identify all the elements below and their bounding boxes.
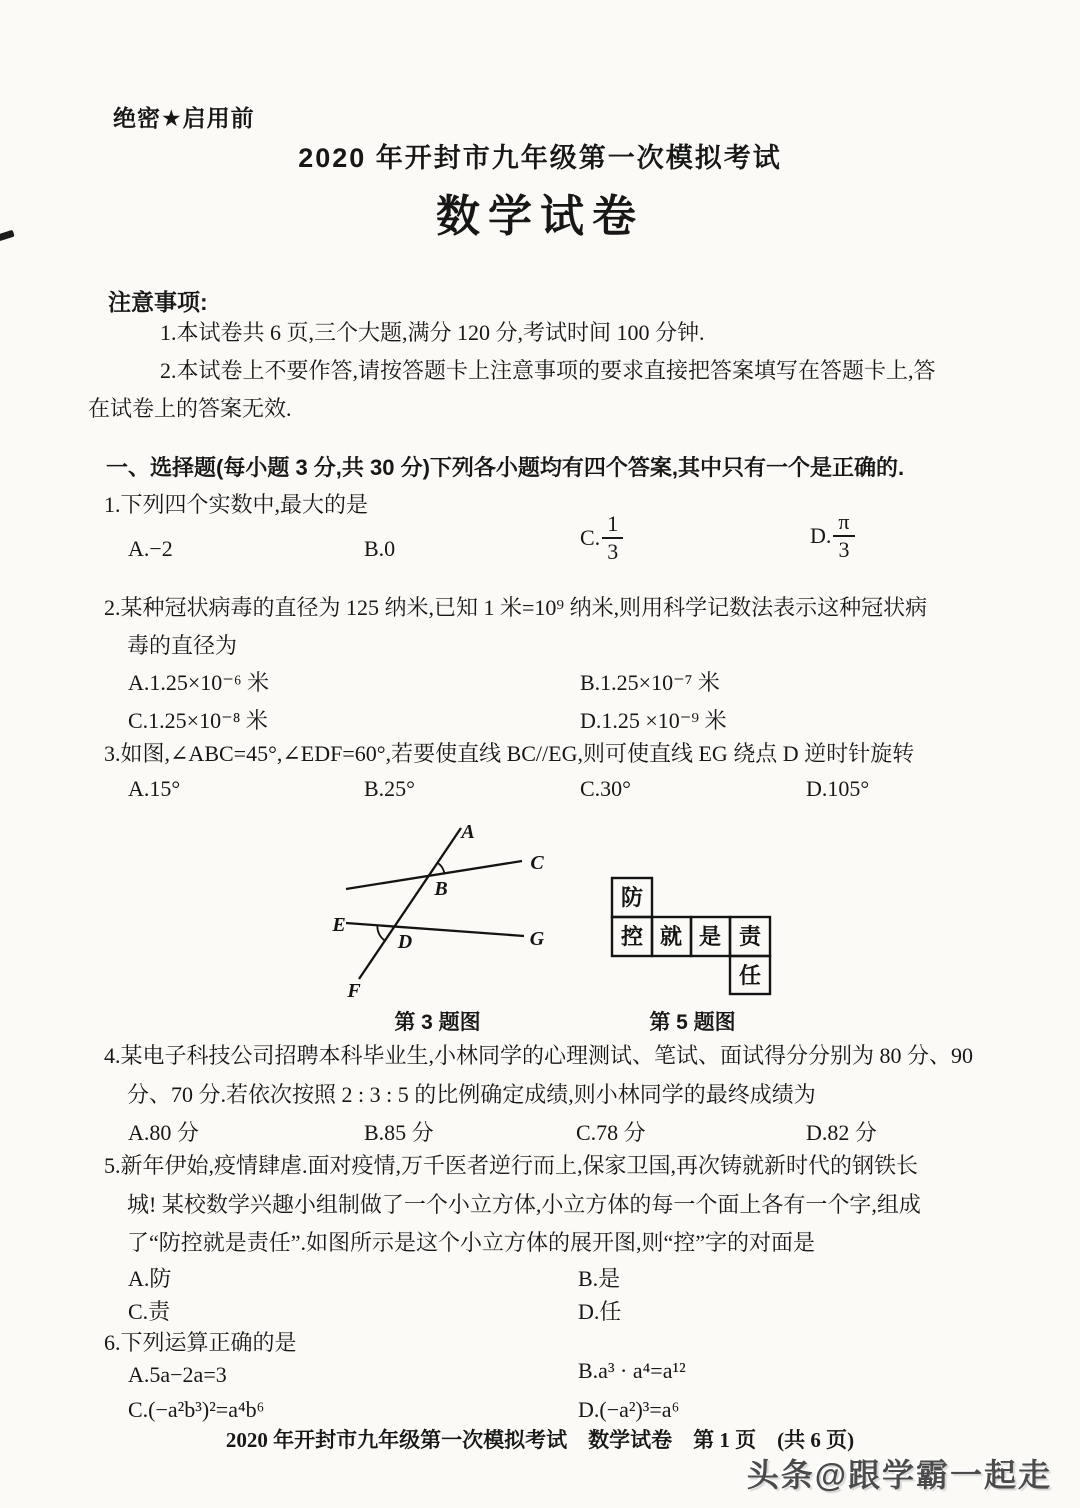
classification-banner: 绝密★启用前 [113,105,255,131]
point-label-b: B [434,878,448,900]
point-label-f: F [347,980,361,1002]
question-1-option-a: A.−2 [128,536,173,561]
question-3-option-d: D.105° [806,776,870,801]
line-e-g [346,923,524,936]
exam-title: 2020 年开封市九年级第一次模拟考试 [298,143,782,173]
net-char-kong: 控 [620,924,644,949]
question-3-option-c: C.30° [580,776,631,801]
question-2-option-c: C.1.25×10⁻⁸ 米 [128,708,268,733]
notice-item-1: 1.本试卷共 6 页,三个大题,满分 120 分,考试时间 100 分钟. [160,320,705,345]
question-4-option-b: B.85 分 [364,1120,434,1145]
question-5-stem-line-3: 了“防控就是责任”.如图所示是这个小立方体的展开图,则“控”字的对面是 [127,1230,816,1255]
option-c-label: C. [580,524,601,550]
net-char-jiu: 就 [659,924,683,949]
question-1-stem: 1.下列四个实数中,最大的是 [104,492,369,517]
fraction-numerator: 1 [602,512,623,539]
question-2-stem-line-1: 2.某种冠状病毒的直径为 125 纳米,已知 1 米=10⁹ 纳米,则用科学记数法表示这种冠状病 [104,595,928,620]
fraction-denominator: 3 [607,538,619,564]
angle-arc-d [377,925,385,940]
paper-title: 数学试卷 [436,192,644,241]
notice-item-2-line-2: 在试卷上的答案无效. [88,396,292,421]
question-6-stem: 6.下列运算正确的是 [104,1330,297,1355]
question-3-option-b: B.25° [364,776,415,801]
question-5-option-b: B.是 [578,1266,621,1291]
question-4-stem-line-2: 分、70 分.若依次按照 2 : 3 : 5 的比例确定成绩,则小林同学的最终成绩为 [127,1082,816,1107]
angle-arc-b [438,863,445,874]
question-4-stem-line-1: 4.某电子科技公司招聘本科毕业生,小林同学的心理测试、笔试、面试得分分别为 80 分、90 [104,1043,974,1068]
question-3-option-a: A.15° [128,776,181,801]
question-1-option-d [810,510,855,562]
point-label-d: D [397,931,413,953]
question-2-option-b: B.1.25×10⁻⁷ 米 [580,670,720,695]
page-footer: 2020 年开封市九年级第一次模拟考试 数学试卷 第 1 页 (共 6 页) [225,1428,855,1452]
notice-heading: 注意事项: [108,289,208,315]
question-6-option-c: C.(−a²b³)²=a⁴b⁶ [128,1397,265,1422]
line-f-a [359,828,461,979]
question-3-stem: 3.如图,∠ABC=45°,∠EDF=60°,若要使直线 BC//EG,则可使直线 EG 绕点 D 逆时针旋转 [104,741,915,766]
net-char-fang: 防 [620,885,644,910]
question-6-option-b: B.a³ · a⁴=a¹² [578,1358,686,1383]
question-2-option-a: A.1.25×10⁻⁶ 米 [128,670,270,695]
question-5-option-d: D.任 [578,1299,622,1324]
figure-3-caption: 第 3 题图 [394,1011,481,1034]
net-char-ze: 责 [738,924,762,949]
question-4-option-d: D.82 分 [806,1120,877,1145]
question-5-stem-line-2: 城! 某校数学兴趣小组制做了一个小立方体,小立方体的每一个面上各有一个字,组成 [127,1192,921,1217]
question-1-option-b: B.0 [364,536,396,561]
question-4-option-a: A.80 分 [128,1120,199,1145]
question-4-option-c: C.78 分 [576,1120,646,1145]
point-label-a: A [461,821,475,843]
point-label-g: G [529,928,545,950]
point-label-c: C [530,852,544,874]
question-6-option-d: D.(−a²)³=a⁶ [578,1397,680,1422]
question-5-figure-cube-net [600,870,778,1000]
figure-5-caption: 第 5 题图 [649,1011,736,1034]
option-d-label: D. [810,522,832,548]
notice-item-2-line-1: 2.本试卷上不要作答,请按答题卡上注意事项的要求直接把答案填写在答题卡上,答 [160,358,936,383]
question-3-figure [325,800,575,1005]
question-2-stem-line-2: 毒的直径为 [127,633,238,658]
net-char-shi: 是 [698,924,722,949]
net-char-ren: 任 [738,963,762,988]
question-5-option-c: C.责 [128,1299,171,1324]
fraction-numerator: π [833,510,854,537]
question-2-option-d: D.1.25 ×10⁻⁹ 米 [580,708,727,733]
fraction-one-third [602,512,623,564]
fraction-denominator: 3 [838,536,850,562]
point-label-e: E [332,914,346,936]
question-1-option-c [580,512,623,564]
question-6-option-a: A.5a−2a=3 [128,1362,227,1387]
watermark-text: 头条@跟学霸一起走 [746,1457,1052,1493]
fraction-pi-third [833,510,854,562]
question-5-stem-line-1: 5.新年伊始,疫情肆虐.面对疫情,万千医者逆行而上,保家卫国,再次铸就新时代的钢铁长 [104,1153,919,1178]
section-1-heading: 一、选择题(每小题 3 分,共 30 分)下列各小题均有四个答案,其中只有一个是正确的. [106,455,905,480]
question-5-option-a: A.防 [128,1266,172,1291]
